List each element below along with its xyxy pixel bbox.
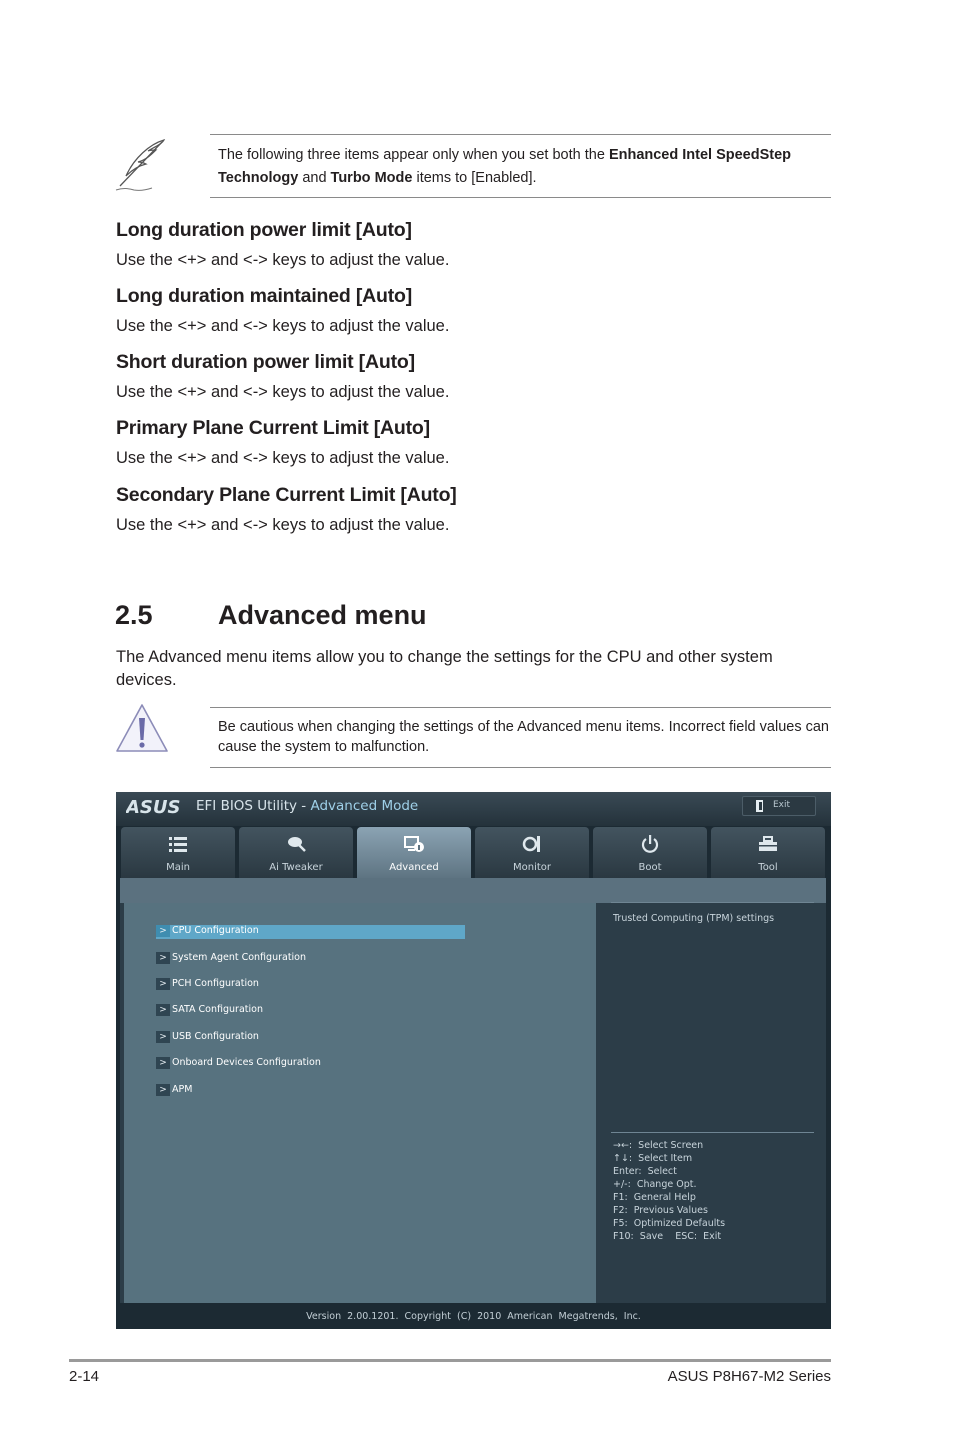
section-title: Advanced menu bbox=[218, 600, 427, 630]
caution-bottom-rule bbox=[210, 767, 831, 768]
item-description: Use the <+> and <-> keys to adjust the value. bbox=[116, 317, 450, 335]
tab-label: Monitor bbox=[512, 862, 551, 873]
bios-sub-bar bbox=[120, 878, 826, 903]
key-help-line: F1: General Help bbox=[613, 1192, 696, 1203]
advanced-icon bbox=[404, 834, 424, 854]
item-title: Primary Plane Current Limit [Auto] bbox=[116, 417, 430, 439]
monitor-icon bbox=[522, 834, 542, 854]
product-name: ASUS P8H67-M2 Series bbox=[667, 1368, 831, 1385]
footer-rule bbox=[69, 1359, 831, 1362]
exit-button[interactable] bbox=[742, 796, 816, 816]
key-help-line: F10: Save ESC: Exit bbox=[613, 1231, 722, 1242]
tab-advanced[interactable] bbox=[357, 827, 471, 878]
tool-icon bbox=[758, 834, 778, 854]
help-keys-rule bbox=[611, 1132, 814, 1133]
page-number: 2-14 bbox=[69, 1368, 100, 1385]
menu-item-sata-configuration[interactable]: > SATA Configuration bbox=[156, 1004, 263, 1018]
chevron-right-icon: > bbox=[156, 925, 170, 937]
caution-top-rule bbox=[210, 707, 831, 708]
chevron-right-icon: > bbox=[156, 978, 170, 990]
menu-item-system-agent-configuration[interactable]: > System Agent Configuration bbox=[156, 952, 306, 966]
section-number: 2.5 bbox=[115, 600, 153, 630]
menu-item-apm[interactable]: > APM bbox=[156, 1084, 192, 1098]
tab-ai-tweaker[interactable] bbox=[239, 827, 353, 878]
key-help-line: →←: Select Screen bbox=[613, 1140, 704, 1151]
key-help-line: F5: Optimized Defaults bbox=[613, 1218, 726, 1229]
caution-text: Be cautious when changing the settings of the Advanced menu items. Incorrect field values can cause the system to malfunction. bbox=[218, 719, 829, 755]
menu-item-onboard-devices-configuration[interactable]: > Onboard Devices Configuration bbox=[156, 1057, 321, 1071]
chevron-right-icon: > bbox=[156, 1031, 170, 1043]
key-help-line: F2: Previous Values bbox=[613, 1205, 708, 1216]
chevron-right-icon: > bbox=[156, 1057, 170, 1069]
item-description: Use the <+> and <-> keys to adjust the value. bbox=[116, 251, 450, 269]
item-title: Long duration maintained [Auto] bbox=[116, 285, 413, 307]
tab-label: Tool bbox=[758, 862, 778, 873]
item-title: Secondary Plane Current Limit [Auto] bbox=[116, 484, 457, 506]
caution-icon bbox=[114, 702, 170, 754]
power-icon bbox=[640, 834, 660, 854]
tab-boot[interactable] bbox=[593, 827, 707, 878]
chevron-right-icon: > bbox=[156, 952, 170, 964]
note-feather-icon bbox=[112, 136, 172, 194]
item-description: Use the <+> and <-> keys to adjust the value. bbox=[116, 449, 450, 467]
tweaker-icon bbox=[286, 834, 306, 854]
note-bottom-rule bbox=[210, 197, 831, 198]
menu-item-pch-configuration[interactable]: > PCH Configuration bbox=[156, 978, 259, 992]
bios-screen bbox=[116, 792, 831, 1329]
note-top-rule bbox=[210, 134, 831, 135]
exit-icon bbox=[755, 800, 764, 812]
key-help-line: +/-: Change Opt. bbox=[613, 1179, 697, 1190]
menu-item-usb-configuration[interactable]: > USB Configuration bbox=[156, 1031, 259, 1045]
item-title: Long duration power limit [Auto] bbox=[116, 219, 412, 241]
chevron-right-icon: > bbox=[156, 1084, 170, 1096]
tab-label: Ai Tweaker bbox=[269, 862, 323, 873]
tab-label: Main bbox=[166, 862, 190, 873]
note-text: The following three items appear only when you set both the Enhanced Intel SpeedStep Technology and Turbo Mode items to [Enabled]. bbox=[218, 147, 792, 186]
tab-label: Advanced bbox=[389, 862, 439, 873]
menu-item-cpu-configuration[interactable]: > CPU Configuration bbox=[156, 925, 465, 939]
svg-text:ASUS: ASUS bbox=[126, 797, 181, 818]
bios-title: EFI BIOS Utility - Advanced Mode bbox=[196, 798, 419, 814]
bios-menu-panel bbox=[124, 903, 596, 1303]
tab-tool[interactable] bbox=[711, 827, 825, 878]
help-text: Trusted Computing (TPM) settings bbox=[613, 913, 775, 924]
key-help-line: ↑↓: Select Item bbox=[613, 1153, 693, 1164]
bios-version-footer: Version 2.00.1201. Copyright (C) 2010 American Megatrends, Inc. bbox=[306, 1311, 641, 1322]
list-icon bbox=[168, 834, 188, 854]
asus-logo bbox=[126, 796, 186, 818]
tab-main[interactable] bbox=[121, 827, 235, 878]
item-description: Use the <+> and <-> keys to adjust the value. bbox=[116, 383, 450, 401]
section-intro: The Advanced menu items allow you to change the settings for the CPU and other system devices. bbox=[116, 648, 773, 689]
item-title: Short duration power limit [Auto] bbox=[116, 351, 415, 373]
tab-label: Boot bbox=[638, 862, 662, 873]
key-help-line: Enter: Select bbox=[613, 1166, 677, 1177]
help-top-rule bbox=[611, 902, 814, 903]
exit-label: Exit bbox=[773, 800, 791, 810]
chevron-right-icon: > bbox=[156, 1004, 170, 1016]
item-description: Use the <+> and <-> keys to adjust the value. bbox=[116, 516, 450, 534]
tab-monitor[interactable] bbox=[475, 827, 589, 878]
